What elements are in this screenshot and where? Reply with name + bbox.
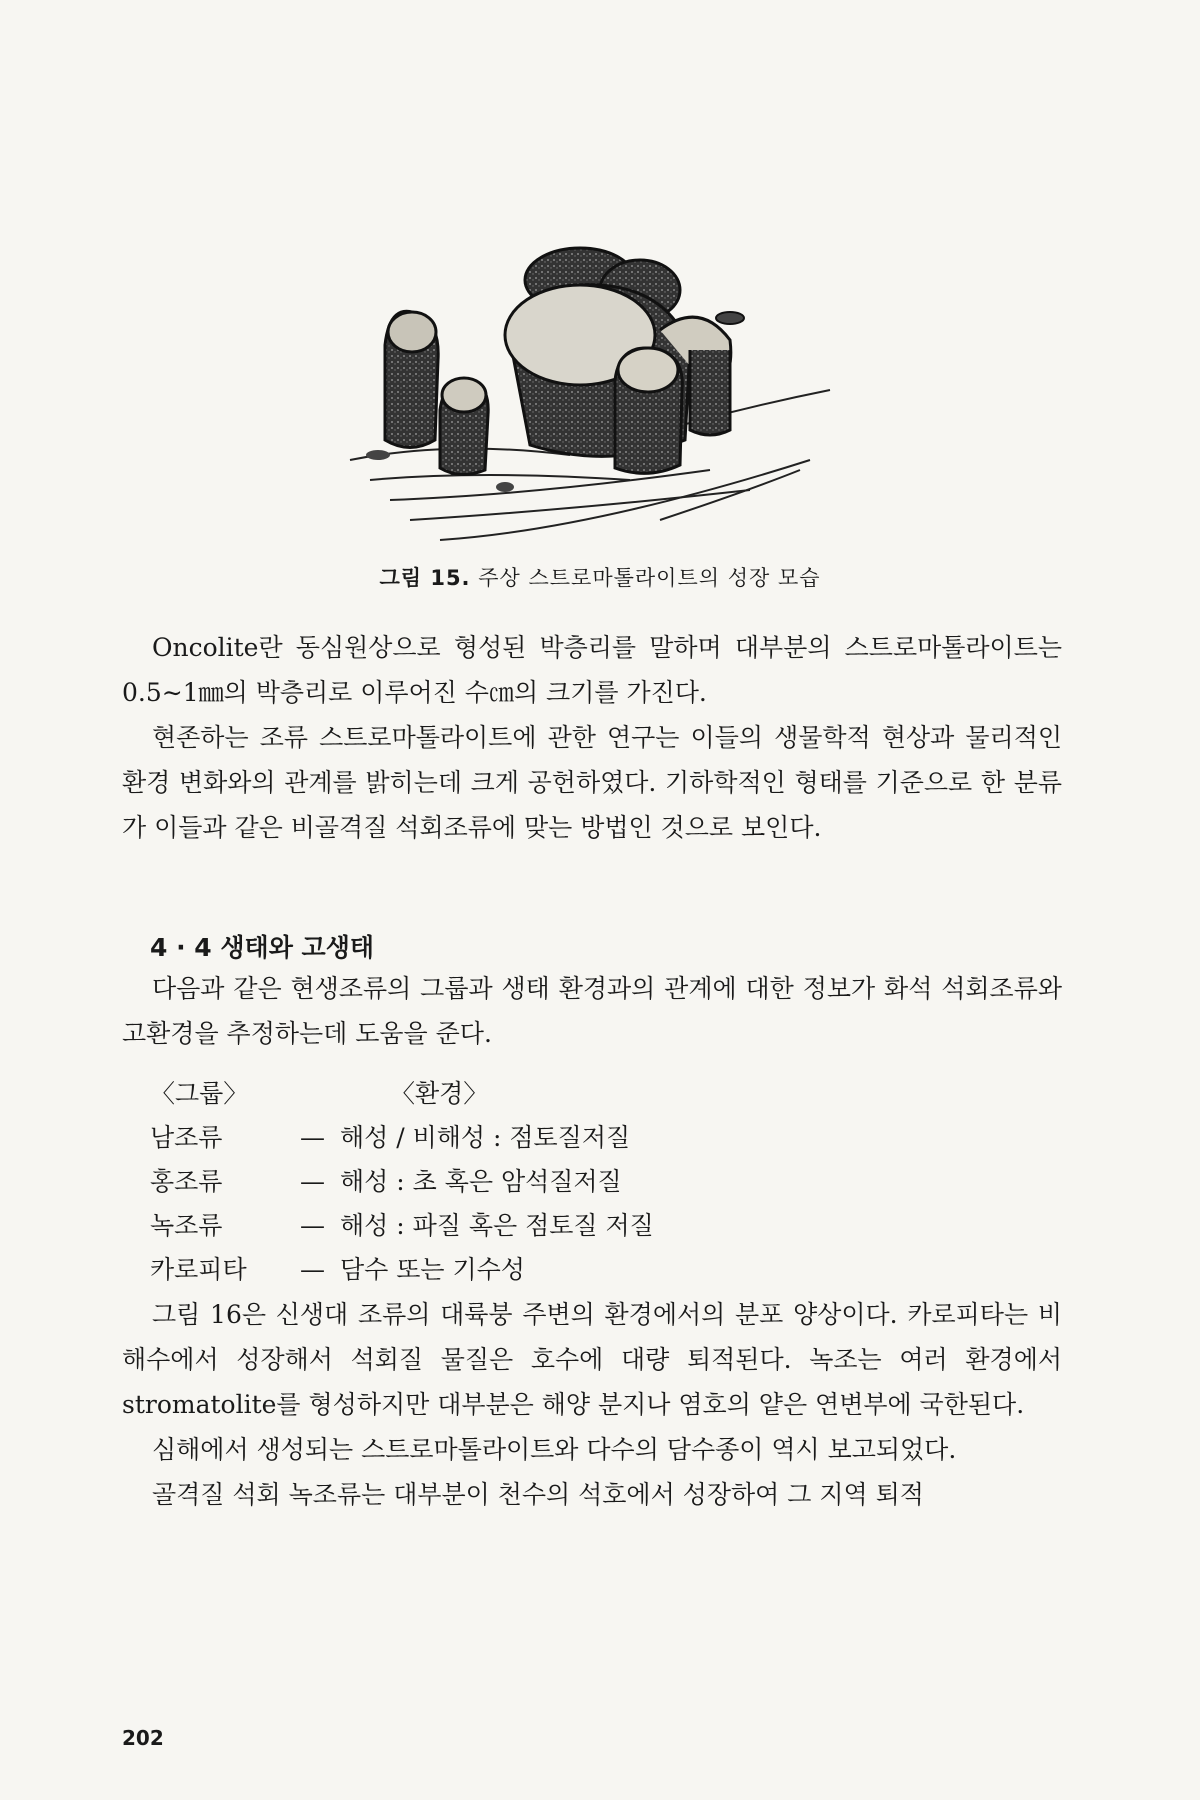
paragraph: 심해에서 생성되는 스트로마톨라이트와 다수의 담수종이 역시 보고되었다.	[152, 1435, 957, 1464]
dash: —	[300, 1255, 325, 1284]
stromatolite-drawing	[330, 240, 850, 580]
group-environment-list	[150, 1072, 850, 1292]
paragraph: Oncolite란 동심원상으로 형성된 박층리를 말하며 대부분의 스트로마톨라이트는 0.5∼1㎜의 박층리로 이루어진 수㎝의 크기를 가진다.	[122, 633, 1062, 707]
environment: 해성 : 파질 혹은 점토질 저질	[340, 1211, 654, 1240]
figure-caption-label: 그림 15.	[379, 566, 471, 590]
stromatolite-illustration	[330, 240, 850, 580]
header-group: 〈그룹〉	[150, 1079, 249, 1108]
paragraph-group-distribution	[122, 1292, 1062, 1517]
list-item	[150, 1160, 850, 1204]
environment: 해성 : 초 혹은 암석질저질	[340, 1167, 622, 1196]
section-heading: 4 · 4 생태와 고생태	[150, 933, 375, 962]
list-item	[150, 1204, 850, 1248]
environment: 해성 / 비해성 : 점토질저질	[340, 1123, 631, 1152]
paragraph: 다음과 같은 현생조류의 그룹과 생태 환경과의 관계에 대한 정보가 화석 석회조류와 고환경을 추정하는데 도움을 준다.	[122, 974, 1062, 1048]
list-item	[150, 1116, 850, 1160]
page-number: 202	[122, 1726, 164, 1750]
section-intro	[122, 966, 1062, 1056]
dash: —	[300, 1123, 325, 1152]
environment: 담수 또는 기수성	[340, 1255, 525, 1284]
paragraph-group-oncolite	[122, 625, 1062, 850]
list-item	[150, 1248, 850, 1292]
figure-caption-text: 주상 스트로마톨라이트의 성장 모습	[470, 566, 821, 590]
group-name: 녹조류	[150, 1211, 223, 1240]
group-name: 홍조류	[150, 1167, 223, 1196]
dash: —	[300, 1211, 325, 1240]
group-name: 카로피타	[150, 1255, 247, 1284]
paragraph: 골격질 석회 녹조류는 대부분이 천수의 석호에서 성장하여 그 지역 퇴적	[152, 1480, 924, 1509]
list-header	[150, 1072, 850, 1116]
group-name: 남조류	[150, 1123, 223, 1152]
header-environment: 〈환경〉	[390, 1079, 489, 1108]
paragraph: 현존하는 조류 스트로마톨라이트에 관한 연구는 이들의 생물학적 현상과 물리적인 환경 변화와의 관계를 밝히는데 크게 공헌하였다. 기하학적인 형태를 기준으로 한 분류가 이들과 같은 비골격질 석회조류에 맞는 방법인 것으로 보인다.	[122, 723, 1062, 842]
figure-caption	[0, 562, 1200, 592]
dash: —	[300, 1167, 325, 1196]
paragraph: 그림 16은 신생대 조류의 대륙붕 주변의 환경에서의 분포 양상이다. 카로피타는 비해수에서 성장해서 석회질 물질은 호수에 대량 퇴적된다. 녹조는 여러 환경에서 stromatolite를 형성하지만 대부분은 해양 분지나 염호의 얕은 연변부에 국한된다.	[122, 1300, 1062, 1419]
